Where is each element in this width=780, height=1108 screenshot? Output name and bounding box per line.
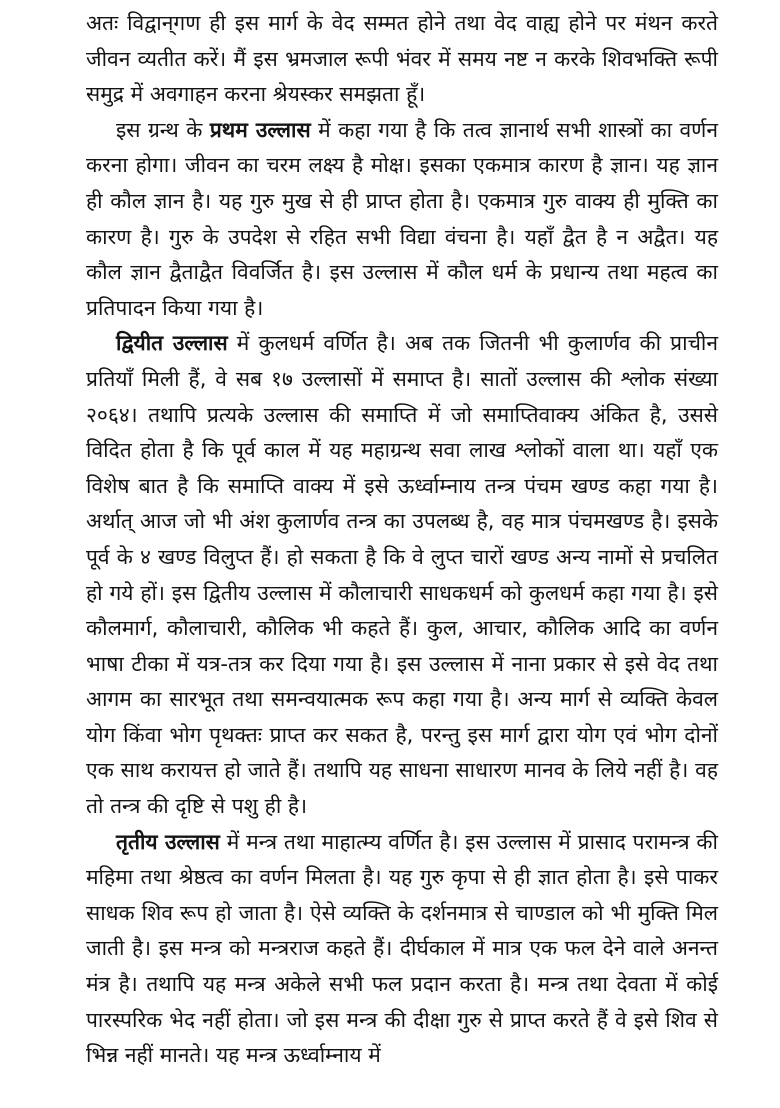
- paragraph-text: में कहा गया है कि तत्व ज्ञानार्थ सभी शास्त्रों का वर्णन करना होगा। जीवन का चरम लक्ष्य है मोक्ष। इसका एकमात्र कारण है ज्ञान। यह ज्ञान ही कौल ज्ञान है। यह गुरु मुख से ही प्राप्त होता है। एकमात्र गुरु वाक्य ही मुक्ति का कारण है। गुरु के उपदेश से रहित सभी विद्या वंचना है। यहाँ द्वैत है न अद्वैत। यह कौल ज्ञान द्वैताद्वैत विवर्जित है। इस उल्लास में कौल धर्म के प्रधान्य तथा महत्व का प्रतिपादन किया गया है।: [86, 117, 718, 320]
- paragraph-text: में मन्त्र तथा माहात्म्य वर्णित है। इस उल्लास में प्रासाद परामन्त्र की महिमा तथा श्रेष्ठत्व का वर्णन मिलता है। यह गुरु कृपा से ही ज्ञात होता है। इसे पाकर साधक शिव रूप हो जाता है। ऐसे व्यक्ति के दर्शनमात्र से चाण्डाल को भी मुक्ति मिल जाती है। इस मन्त्र को मन्त्रराज कहते हैं। दीर्घकाल में मात्र एक फल देने वाले अनन्त मंत्र है। तथापि यह मन्त्र अकेले सभी फल प्रदान करता है। मन्त्र तथा देवता में कोई पारस्परिक भेद नहीं होता। जो इस मन्त्र की दीक्षा गुरु से प्राप्त करते हैं वे इसे शिव से भिन्न नहीं मानते। यह मन्त्र ऊर्ध्वाम्नाय में: [86, 829, 718, 1068]
- section-heading-second-ullas: द्वियीत उल्लास: [116, 331, 228, 356]
- section-heading-third-ullas: तृतीय उल्लास: [116, 829, 220, 854]
- paragraph-first-ullas: [86, 113, 718, 327]
- paragraph-lead-prefix: इस ग्रन्थ के: [116, 117, 210, 142]
- paragraph-text: अतः विद्वान्‌गण ही इस मार्ग के वेद सम्मत होने तथा वेद वाह्य होने पर मंथन करते जीवन व्यतीत करें। मैं इस भ्रमजाल रूपी भंवर में समय नष्ट न करके शिवभक्ति रूपी समुद्र में अवगाहन करना श्रेयस्कर समझता हूँ।: [86, 11, 718, 107]
- paragraph-intro: [86, 6, 718, 113]
- paragraph-third-ullas: [86, 825, 718, 1074]
- section-heading-first-ullas: प्रथम उल्लास: [209, 117, 311, 142]
- paragraph-text: में कुलधर्म वर्णित है। अब तक जितनी भी कुलार्णव की प्राचीन प्रतियाँ मिली हैं, वे सब १७ उल्लासों में समाप्त है। सातों उल्लास की श्लोक संख्या २०६४। तथापि प्रत्यके उल्लास की समाप्ति में जो समाप्तिवाक्य अंकित है, उससे विदित होता है कि पूर्व काल में यह महाग्रन्थ सवा लाख श्लोकों वाला था। यहाँ एक विशेष बात है कि समाप्ति वाक्य में इसे ऊर्ध्वाम्नाय तन्त्र पंचम खण्ड कहा गया है। अर्थात् आज जो भी अंश कुलार्णव तन्त्र का उपलब्ध है, वह मात्र पंचमखण्ड है। इसके पूर्व के ४ खण्ड विलुप्त हैं। हो सकता है कि वे लुप्त चारों खण्ड अन्य नामों से प्रचलित हो गये हों। इस द्वितीय उल्लास में कौलाचारी साधकधर्म को कुलधर्म कहा गया है। इसे कौलमार्ग, कौलाचारी, कौलिक भी कहते हैं। कुल, आचार, कौलिक आदि का वर्णन भाषा टीका में यत्र-तत्र कर दिया गया है। इस उल्लास में नाना प्रकार से इसे वेद तथा आगम का सारभूत तथा समन्वयात्मक रूप कहा गया है। अन्य मार्ग से व्यक्ति केवल योग किंवा भोग पृथक्तः प्राप्त कर सकत है, परन्तु इस मार्ग द्वारा योग एवं भोग दोनों एक साथ करायत्त हो जाते हैं। तथापि यह साधना साधारण मानव के लिये नहीं है। वह तो तन्त्र की दृष्टि से पशु ही है।: [86, 331, 718, 819]
- paragraph-second-ullas: [86, 326, 718, 824]
